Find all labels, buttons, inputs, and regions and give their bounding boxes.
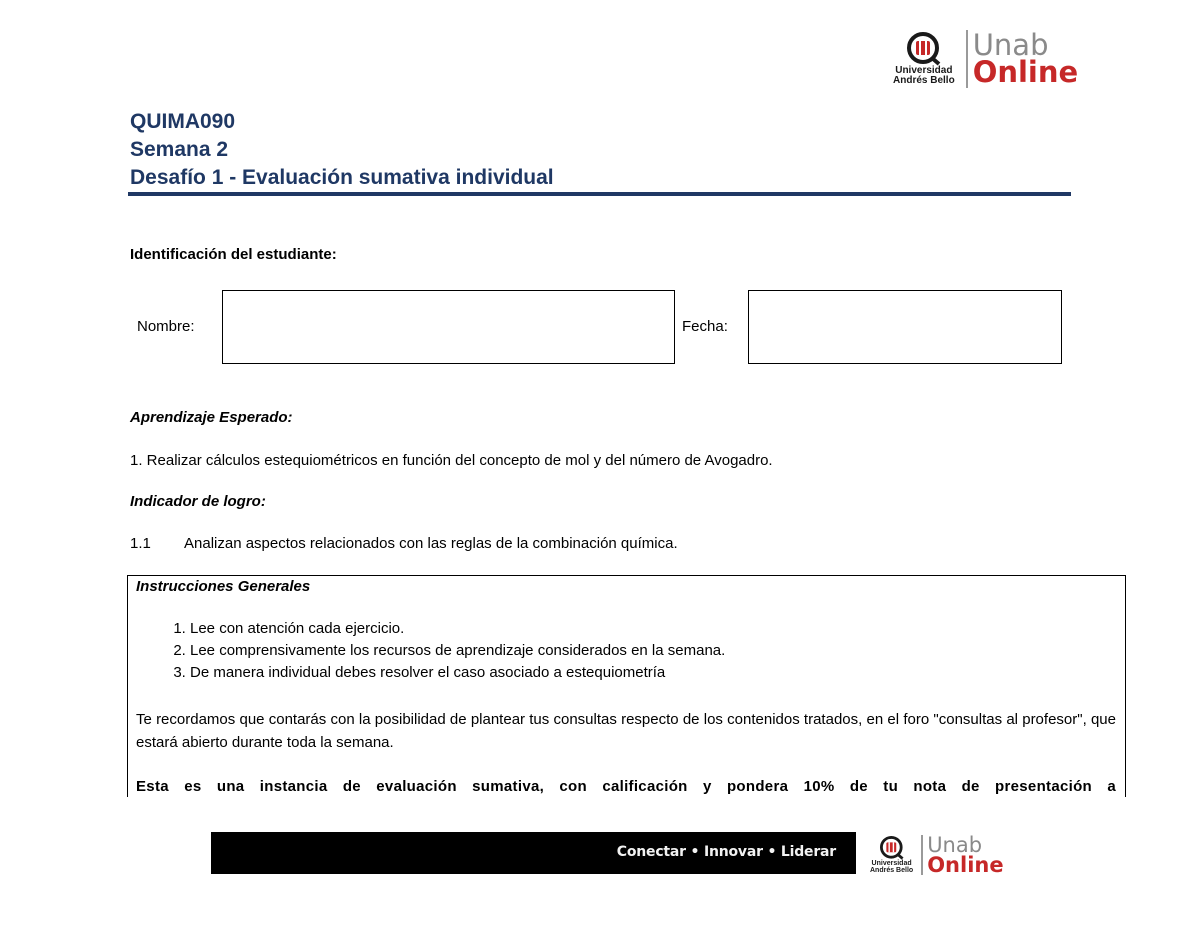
footer-slogan: Conectar • Innovar • Liderar xyxy=(616,844,836,860)
indicator-number: 1.1 xyxy=(130,535,151,552)
logo-university-line1: Universidad xyxy=(895,64,953,76)
expected-learning-item: 1. Realizar cálculos estequiométricos en función del concepto de mol y del número de Avogadro. xyxy=(130,452,773,469)
list-item: 3. De manera individual debes resolver el caso asociado a estequiometría xyxy=(190,662,725,684)
unab-shield-emblem-icon xyxy=(879,836,905,860)
reminder-paragraph: Te recordamos que contarás con la posibilidad de plantear tus consultas respecto de los contenidos tratados, en el foro "consultas al profesor", que estará abierto durante toda la semana. xyxy=(136,711,1116,751)
instructions-list xyxy=(128,618,725,684)
list-item: 2. Lee comprensivamente los recursos de aprendizaje considerados en la semana. xyxy=(190,640,725,662)
indicator-heading: Indicador de logro: xyxy=(130,493,266,510)
footer-logo-university-line1: Universidad xyxy=(871,859,912,867)
date-field[interactable] xyxy=(748,290,1062,364)
name-field[interactable] xyxy=(222,290,675,364)
logo-university-line2: Andrés Bello xyxy=(893,75,955,86)
expected-learning-heading: Aprendizaje Esperado: xyxy=(130,409,293,426)
list-item: 1. Lee con atención cada ejercicio. xyxy=(190,618,725,640)
logo-brand-top: Unab xyxy=(972,28,1049,62)
student-id-heading: Identificación del estudiante: xyxy=(130,246,337,263)
instructions-box xyxy=(127,575,1126,797)
footer-bar xyxy=(211,832,856,874)
footer-logo-brand-top: Unab xyxy=(927,832,983,857)
footer-logo-university-line2: Andrés Bello xyxy=(870,867,914,874)
logo-separator xyxy=(966,30,968,88)
logo-brand-bottom: Online xyxy=(972,55,1079,89)
instructions-title: Instrucciones Generales xyxy=(136,578,311,595)
indicator-text: Analizan aspectos relacionados con las reglas de la combinación química. xyxy=(184,535,678,552)
evaluation-note: Esta es una instancia de evaluación sumativa, con calificación y pondera 10% de tu nota de presentación a xyxy=(136,778,1116,795)
week-label: Semana 2 xyxy=(130,138,229,161)
title-divider xyxy=(128,192,1071,196)
footer-logo-brand-bottom: Online xyxy=(927,852,1004,877)
date-label: Fecha: xyxy=(682,318,728,335)
course-code: QUIMA090 xyxy=(130,110,236,133)
header-logo xyxy=(893,28,1078,90)
footer-logo xyxy=(870,833,1004,877)
assignment-title: Desafío 1 - Evaluación sumativa individual xyxy=(130,166,554,189)
footer-logo-separator xyxy=(921,835,923,875)
name-label: Nombre: xyxy=(137,318,195,335)
unab-shield-emblem-icon xyxy=(906,32,942,66)
